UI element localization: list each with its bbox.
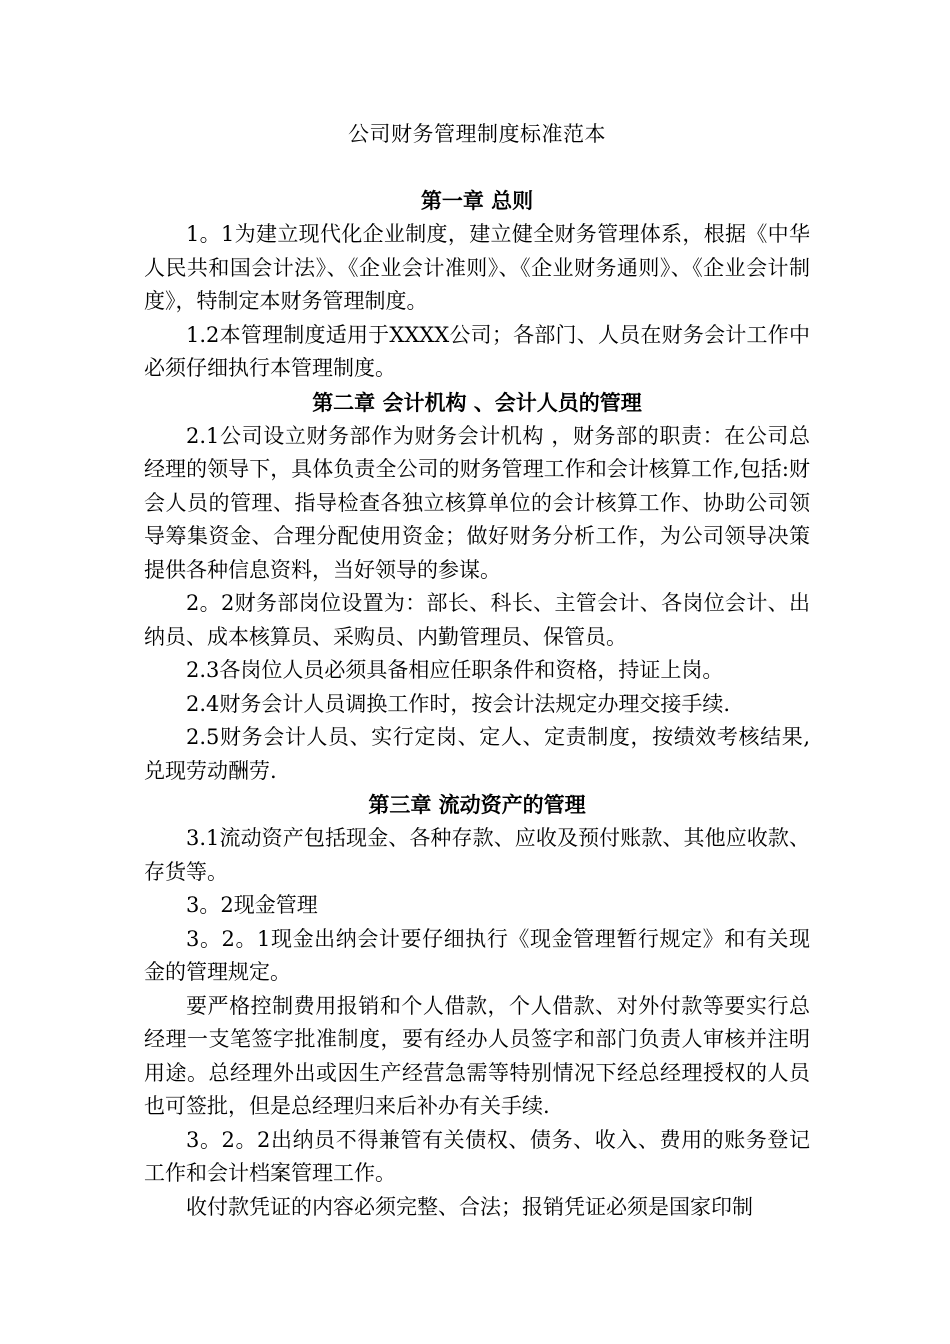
paragraph-3-2: 3。2现金管理 [186,893,318,917]
paragraph-3-1: 3.1流动资产包括现金、各种存款、应收及预付账款、其他应收款、存货等。 [144,826,810,884]
paragraph-3-2-2-detail: 收付款凭证的内容必须完整、合法；报销凭证必须是国家印制 [186,1194,753,1219]
document-title: 公司财务管理制度标准范本 [348,122,606,146]
paragraph-1-2: 1.2本管理制度适用于XXXX公司；各部门、人员在财务会计工作中必须仔细执行本管理制度。 [144,322,810,380]
paragraph-2-1: 2.1公司设立财务部作为财务会计机构 ，财务部的职责：在公司总经理的领导下，具体负责全公司的财务管理工作和会计核算工作,包括:财会人员的管理、指导检查各独立核算单位的会计核算工作、协助公司领导筹集资金、合理分配使用资金；做好财务分析工作，为公司领导决策提供各种信息资料，当好领导的参谋。 [144,423,810,582]
paragraph-2-5: 2.5财务会计人员、实行定岗、定人、定责制度，按绩效考核结果,兑现劳动酬劳. [144,725,810,783]
chapter-2-heading: 第二章 会计机构 、会计人员的管理 [312,389,642,415]
paragraph-1-1: 1。1为建立现代化企业制度，建立健全财务管理体系，根据《中华人民共和国会计法》、《企业会计准则》、《企业财务通则》、《企业会计制度》，特制定本财务管理制度。 [144,222,810,313]
chapter-3-heading: 第三章 流动资产的管理 [368,792,586,817]
paragraph-2-2: 2。2财务部岗位设置为：部长、科长、主管会计、各岗位会计、出纳员、成本核算员、采购员、内勤管理员、保管员。 [144,591,810,649]
chapter-1-heading: 第一章 总则 [420,188,534,213]
document-body [144,184,810,1224]
paragraph-3-2-2: 3。2。2出纳员不得兼管有关债权、债务、收入、费用的账务登记工作和会计档案管理工作。 [144,1127,810,1185]
paragraph-2-4: 2.4财务会计人员调换工作时，按会计法规定办理交接手续. [186,691,731,716]
paragraph-3-2-1: 3。2。1现金出纳会计要仔细执行《现金管理暂行规定》和有关现金的管理规定。 [144,926,810,984]
paragraph-2-3: 2.3各岗位人员必须具备相应任职条件和资格，持证上岗。 [186,658,724,682]
paragraph-3-2-1-detail: 要严格控制费用报销和个人借款，个人借款、对外付款等要实行总经理一支笔签字批准制度，要有经办人员签字和部门负责人审核并注明用途。总经理外出或因生产经营急需等特别情况下经总经理授权的人员也可签批，但是总经理归来后补办有关手续. [144,993,810,1118]
